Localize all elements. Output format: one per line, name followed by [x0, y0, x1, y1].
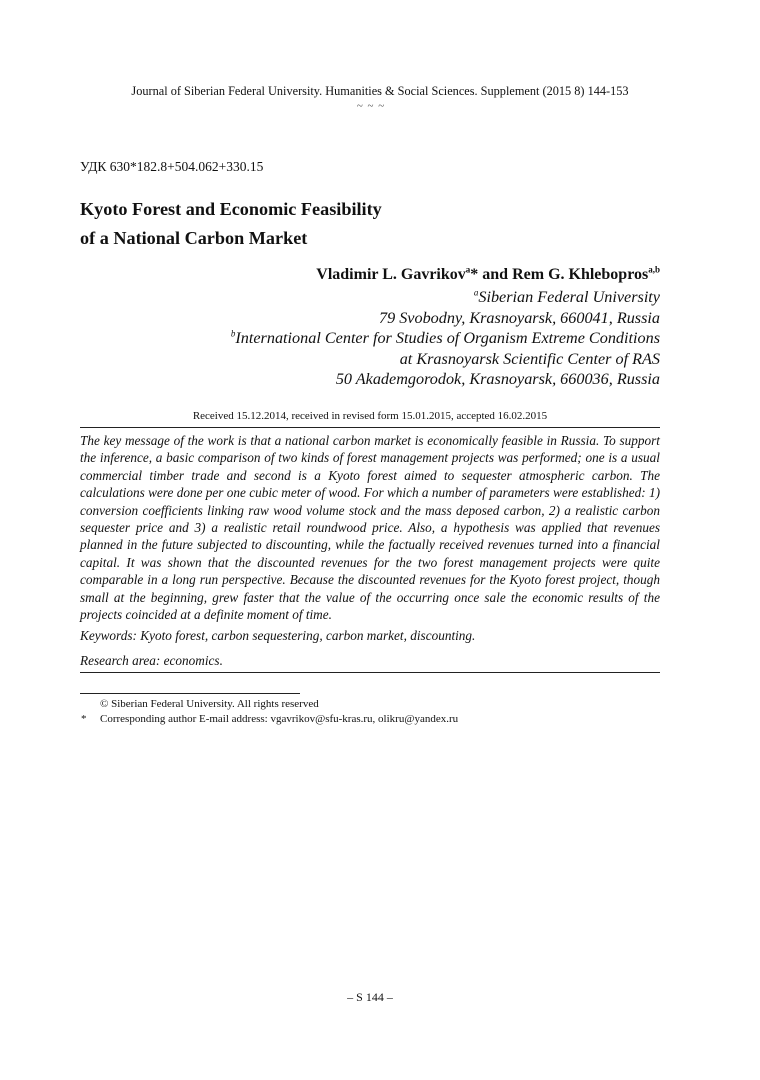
affiliation-b-line-1: $^b$International Center for Studies of Organism Extreme Conditions — [230, 328, 660, 347]
abstract: The key message of the work is that a national carbon market is economically feasible in Russia. To support the inference, a basic comparison of two kinds of forest management projects was performed; one is a usual commercial timber trade and second is a Kyoto forest aimed to sequester atmospheric carbon. The calculations were done per one cubic meter of wood. For which a number of parameters were established: 1) conversion coefficients linking raw wood volume stock and the mass deposed carbon, 2) a realistic carbon sequester price and 3) a realistic retail roundwood price. Also, a hypothesis was applied that revenues planned in the future subjected to discounting, while the factually received revenues turned into a financial capital. It was shown that the discounted revenues for the two forest management projects were quite comparable in a long run perspective. Because the discounted revenues for the Kyoto forest project, though small at the beginning, grew faster that the value of the occurring once sale the economic results of the projects coincided at a definite moment of time. — [80, 433, 660, 623]
footnote-star: * — [81, 713, 87, 725]
page-number: – S 144 – — [347, 990, 393, 1004]
authors-connector: and — [478, 266, 513, 283]
affiliation-b-line-2: at Krasnoyarsk Scientific Center of RAS — [399, 349, 660, 368]
author-1: Vladimir L. Gavrikov — [316, 266, 466, 283]
footnote-rule — [80, 693, 300, 694]
affil-a-marker: a — [473, 287, 479, 298]
affil-b-marker: b — [230, 328, 236, 339]
corresponding-mark: * — [470, 266, 479, 283]
author-2: Rem G. Khlebopros — [512, 266, 649, 283]
header-separator: ~ ~ ~ — [356, 100, 386, 112]
authors — [316, 266, 660, 284]
abstract-bottom-rule — [80, 672, 660, 673]
title-line-1: Kyoto Forest and Economic Feasibility — [80, 199, 382, 219]
research-area: Research area: economics. — [80, 653, 223, 668]
abstract-top-rule — [80, 427, 660, 428]
affiliation-a-line-2: 79 Svobodny, Krasnoyarsk, 660041, Russia — [378, 308, 660, 327]
affiliations — [231, 287, 660, 390]
keywords: Keywords: Kyoto forest, carbon sequestering, carbon market, discounting. — [80, 628, 476, 643]
affiliation-a-line-1: $^a$Siberian Federal University — [473, 287, 660, 306]
title-line-2: of a National Carbon Market — [80, 228, 308, 248]
journal-header: Journal of Siberian Federal University. Humanities & Social Sciences. Supplement (2015 8) 144-153 — [131, 84, 629, 98]
corresponding-author-footnote: Corresponding author E-mail address: vgavrikov@sfu-kras.ru, olikru@yandex.ru — [100, 713, 459, 725]
author-2-affil: a,b — [648, 264, 660, 275]
copyright-footnote: © Siberian Federal University. All rights reserved — [100, 698, 319, 710]
udk-code: УДК 630*182.8+504.062+330.15 — [80, 159, 264, 174]
author-1-affil: a — [465, 264, 471, 275]
received-dates: Received 15.12.2014, received in revised form 15.01.2015, accepted 16.02.2015 — [192, 410, 548, 422]
paper-title — [80, 195, 580, 253]
affiliation-b-line-3: 50 Akademgorodok, Krasnoyarsk, 660036, Russia — [335, 370, 660, 388]
